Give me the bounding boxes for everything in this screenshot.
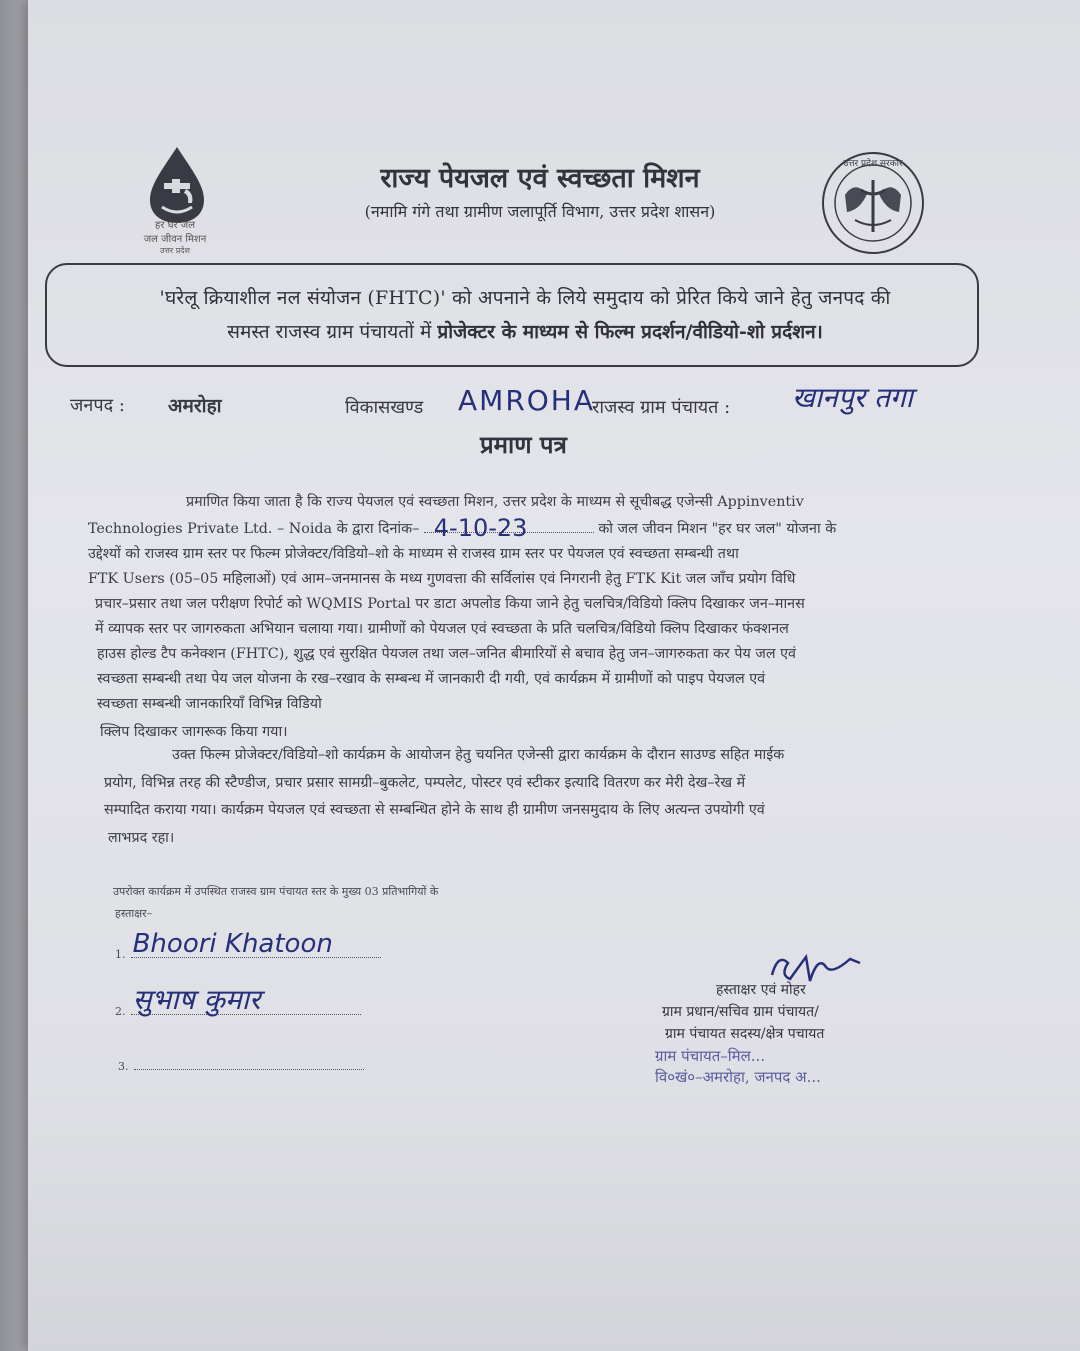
para2-line-1: उक्त फिल्म प्रोजेक्टर/विडियो–शो कार्यक्रम के आयोजन हेतु चयनित एजेन्सी द्वारा कार्यक्रम के दौरान साउण्ड सहित माईक <box>172 747 785 763</box>
body-line-9: स्वच्छता सम्बन्धी जानकारियाँ विभिन्न विडियो <box>97 696 322 712</box>
body-line-2-suffix: को जल जीवन मिशन "हर घर जल" योजना के <box>598 521 837 537</box>
para2-line-3: सम्पादित कराया गया। कार्यक्रम पेयजल एवं स्वच्छता से सम्बन्धित होने के साथ ही ग्रामीण जनसमुदाय के लिए अत्यन्त उपयोगी एवं <box>104 802 765 818</box>
block-label: विकासखण्ड <box>345 397 424 418</box>
participant-signature: Bhoori Khatoon <box>132 929 333 959</box>
banner-line-2 <box>70 318 980 344</box>
water-drop-icon <box>142 145 212 225</box>
body-line-6: में व्यापक स्तर पर जागरुकता अभियान चलाया गया। ग्रामीणों को पेयजल एवं स्वच्छता के प्रति चलचित्र/विडियो क्लिप दिखाकर फंक्शनल <box>95 621 789 637</box>
signatory-role-1: ग्राम प्रधान/सचिव ग्राम पंचायत/ <box>662 1004 819 1020</box>
participant-number: 2. <box>115 1005 126 1018</box>
body-line-4: FTK Users (05–05 महिलाओं) एवं आम–जनमानस के मध्य गुणवत्ता की सर्विलांस एवं निगरानी हेतु FTK Kit जल जाँच प्रयोग विधि <box>88 571 796 587</box>
body-line-8: स्वच्छता सम्बन्धी तथा पेय जल योजना के रख–रखाव के सम्बन्ध में जानकारी दी गयी, एवं कार्यक्रम में ग्रामीणों को पाइप पेयजल एवं <box>97 671 766 687</box>
panchayat-label: राजस्व ग्राम पंचायत : <box>592 397 731 418</box>
body-line-7: हाउस होल्ड टैप कनेक्शन (FHTC), शुद्ध एवं सुरक्षित पेयजल तथा जल–जनित बीमारियों से बचाव हेतु जन–जागरुकता कर पेय जल एवं <box>97 646 796 662</box>
body-line-2-prefix: Technologies Private Ltd. – Noida के द्वारा दिनांक– <box>88 521 420 537</box>
participant-row-3 <box>118 1055 364 1074</box>
seal-text: उत्तर प्रदेश सरकार <box>843 159 903 169</box>
para2-line-2: प्रयोग, विभिन्न तरह की स्टैण्डीज, प्रचार प्रसार सामग्री–बुकलेट, पम्पलेट, पोस्टर एवं स्टीकर इत्यादि वितरण कर मेरी देख–रेख में <box>104 775 746 791</box>
participant-row-1 <box>115 929 381 962</box>
body-line-10: क्लिप दिखाकर जागरूक किया गया। <box>100 724 288 740</box>
date-field <box>424 514 594 542</box>
body-line-2 <box>88 514 837 542</box>
signatory-role-2: ग्राम पंचायत सदस्य/क्षेत्र पचायत <box>665 1026 825 1042</box>
signature-line <box>131 929 381 959</box>
body-line-5: प्रचार–प्रसार तथा जल परीक्षण रिपोर्ट को WQMIS Portal पर डाटा अपलोड किया जाने हेतु चलचित्र/विडियो क्लिप दिखाकर जन–मानस <box>95 596 805 612</box>
page-subtitle: (नमामि गंगे तथा ग्रामीण जलापूर्ति विभाग, उत्तर प्रदेश शासन) <box>364 202 716 221</box>
logo-caption-1: हर घर जल <box>155 220 195 231</box>
official-stamp-line-2: वि०खं०–अमरोहा, जनपद अ... <box>655 1068 821 1086</box>
participant-number: 3. <box>118 1060 129 1073</box>
logo-caption-3: उत्तर प्रदेश <box>160 246 190 255</box>
district-label: जनपद : <box>70 395 125 416</box>
participant-signature: सुभाष कुमार <box>132 983 261 1016</box>
date-value-handwritten: 4-10-23 <box>433 514 528 542</box>
participant-number: 1. <box>115 948 126 961</box>
body-line-3: उद्देश्यों को राजस्व ग्राम स्तर पर फिल्म प्रोजेक्टर/विडियो–शो के माध्यम से राजस्व ग्राम स्तर पर पेयजल एवं स्वच्छता सम्बन्धी तथा <box>88 546 739 562</box>
signature-line <box>134 1059 364 1070</box>
certificate-title: प्रमाण पत्र <box>480 430 567 459</box>
panchayat-value-handwritten: खानपुर तगा <box>792 381 913 414</box>
body-line-1: प्रमाणित किया जाता है कि राज्य पेयजल एवं स्वच्छता मिशन, उत्तर प्रदेश के माध्यम से सूचीबद्ध एजेन्सी Appinventiv <box>186 494 804 510</box>
participant-row-2 <box>115 983 361 1019</box>
banner-line-2-plain: समस्त राजस्व ग्राम पंचायतों में <box>227 321 432 343</box>
page-title: राज्य पेयजल एवं स्वच्छता मिशन <box>380 163 700 194</box>
block-value-handwritten: AMROHA <box>458 384 596 417</box>
district-value: अमरोहा <box>168 395 222 417</box>
participants-intro: उपरोक्त कार्यक्रम में उपस्थित राजस्व ग्राम पंचायत स्तर के मुख्य 03 प्रतिभागियों के <box>113 885 439 898</box>
logo-caption-2: जल जीवन मिशन <box>143 234 207 245</box>
para2-line-4: लाभप्रद रहा। <box>108 830 175 846</box>
jal-jeevan-mission-logo <box>130 145 230 265</box>
signature-seal-label: हस्ताक्षर एवं मोहर <box>716 982 806 998</box>
up-government-seal <box>815 150 931 256</box>
topic-banner <box>45 263 979 367</box>
participants-signature-label: हस्ताक्षर– <box>115 907 153 920</box>
banner-line-1: 'घरेलू क्रियाशील नल संयोजन (FHTC)' को अपनाने के लिये समुदाय को प्रेरित किये जाने हेतु जनपद की <box>159 287 891 309</box>
official-stamp-line-1: ग्राम पंचायत–मिल... <box>655 1047 766 1065</box>
signature-line <box>131 983 361 1016</box>
banner-line-2-bold: प्रोजेक्टर के माध्यम से फिल्म प्रदर्शन/वीडियो-शो प्रर्दशन। <box>437 321 823 343</box>
